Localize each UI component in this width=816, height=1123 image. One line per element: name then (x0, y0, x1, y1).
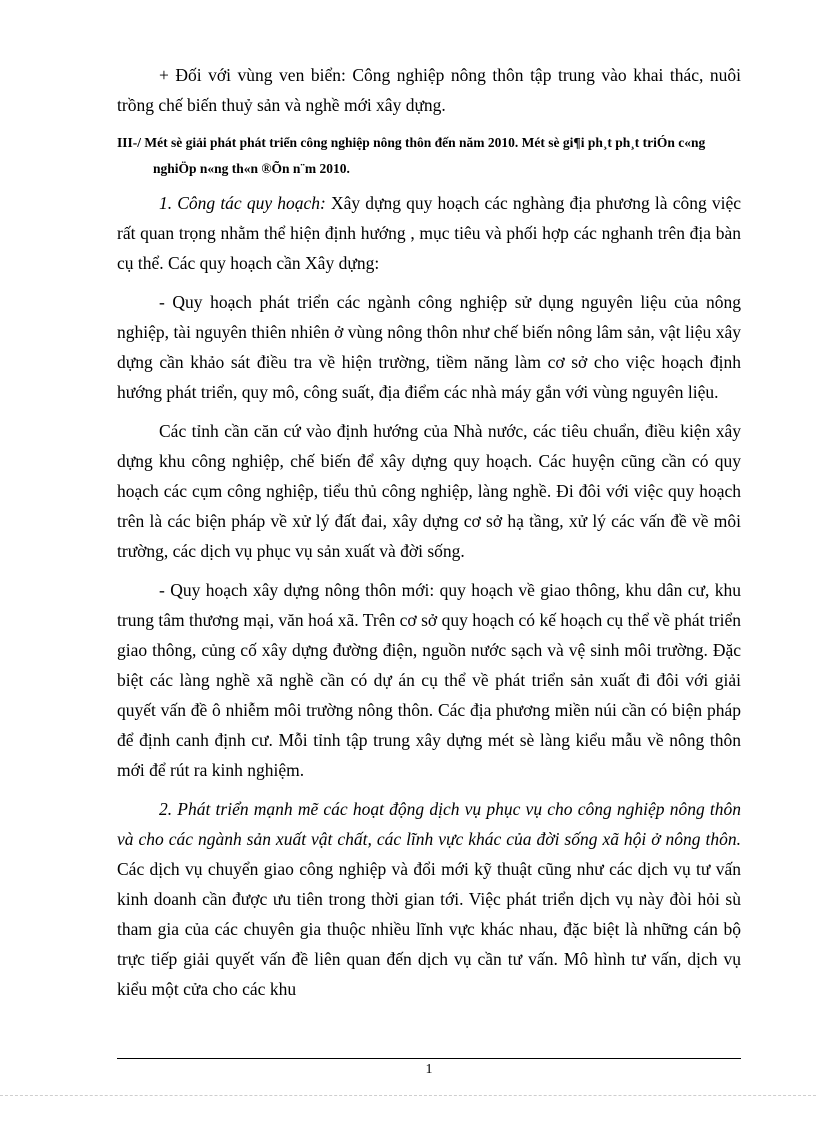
planning-lead-text: 1. Công tác quy hoạch: (159, 193, 326, 213)
paragraph-services (117, 794, 741, 1004)
planning-body-text: Xây dựng quy hoạch các nghàng địa phương là công việc rất quan trọng nhằm thể hiện định hướng , mục tiêu và phối hợp các nghanh trên địa bàn cụ thể. Các quy hoạch cần Xây dựng: (117, 193, 742, 273)
paragraph-provinces: Các tỉnh cần căn cứ vào định hướng của Nhà nước, các tiêu chuẩn, điều kiện xây dựng khu công nghiệp, chế biến để xây dựng quy hoạch. Các huyện cũng cần có quy hoạch các cụm công nghiệp, tiểu thủ công nghiệp, làng nghề. Đi đôi với việc quy hoạch trên là các biện pháp về xử lý đất đai, xây dựng cơ sở hạ tầng, xử lý các vấn đề về môi trường, các dịch vụ phục vụ sản xuất và đời sống. (117, 421, 741, 561)
page-number: 1 (425, 1062, 433, 1077)
paragraph-coastal-areas: + Đối với vùng ven biển: Công nghiệp nông thôn tập trung vào khai thác, nuôi trồng chế biến thuỷ sản và nghề mới xây dựng. (117, 65, 741, 115)
services-lead-text: 2. Phát triển mạnh mẽ các hoạt động dịch vụ phục vụ cho công nghiệp nông thôn và cho các ngành sản xuất vật chất, các lĩnh vực khác của đời sống xã hội ở nông thôn. (117, 799, 741, 849)
paragraph-industry-planning: - Quy hoạch phát triển các ngành công nghiệp sử dụng nguyên liệu của nông nghiệp, tài nguyên thiên nhiên ở vùng nông thôn như chế biến nông lâm sản, vật liệu xây dựng cần khảo sát điều tra về hiện trường, tiềm năng làm cơ sở cho việc hoạch định hướng phát triển, quy mô, công suất, địa điểm các nhà máy gắn với vùng nguyên liệu. (117, 292, 741, 402)
footer-divider (117, 1058, 741, 1059)
paragraph-new-countryside: - Quy hoạch xây dựng nông thôn mới: quy hoạch về giao thông, khu dân cư, khu trung tâm thương mại, văn hoá xã. Trên cơ sở quy hoạch có kế hoạch cụ thể về phát triển giao thông, củng cố xây dựng đường điện, nguồn nước sạch và vệ sinh môi trường. Đặc biệt các làng nghề xã nghề cần có dự án cụ thể về phát triển sản xuất đi đôi với giải quyết vấn đề ô nhiễm môi trường nông thôn. Các địa phương miền núi cần có biện pháp để định canh định cư. Mỗi tỉnh tập trung xây dựng mét sè làng kiểu mẫu về nông thôn mới để rút ra kinh nghiệm. (117, 580, 741, 780)
document-body (117, 60, 741, 1013)
page-boundary (0, 1095, 816, 1096)
paragraph-planning (117, 188, 741, 278)
section-heading-iii: III-/ Mét sè giải phát phát triển công nghiệp nông thôn đến năm 2010. Mét sè gi¶i ph¸t ph¸t triÓn c«ng nghiÖp n«ng th«n ®Õn n¨m 2010. (117, 135, 706, 176)
services-body-text: Các dịch vụ chuyển giao công nghiệp và đổi mới kỹ thuật cũng như các dịch vụ tư vấn kinh doanh cần được ưu tiên trong thời gian tới. Việc phát triển dịch vụ này đòi hỏi sù tham gia của các chuyên gia thuộc nhiều lĩnh vực khác nhau, đặc biệt là những cán bộ trực tiếp giải quyết vấn đề liên quan đến dịch vụ cần tư vấn. Mô hình tư vấn, dịch vụ kiểu một cửa cho các khu (117, 859, 741, 999)
